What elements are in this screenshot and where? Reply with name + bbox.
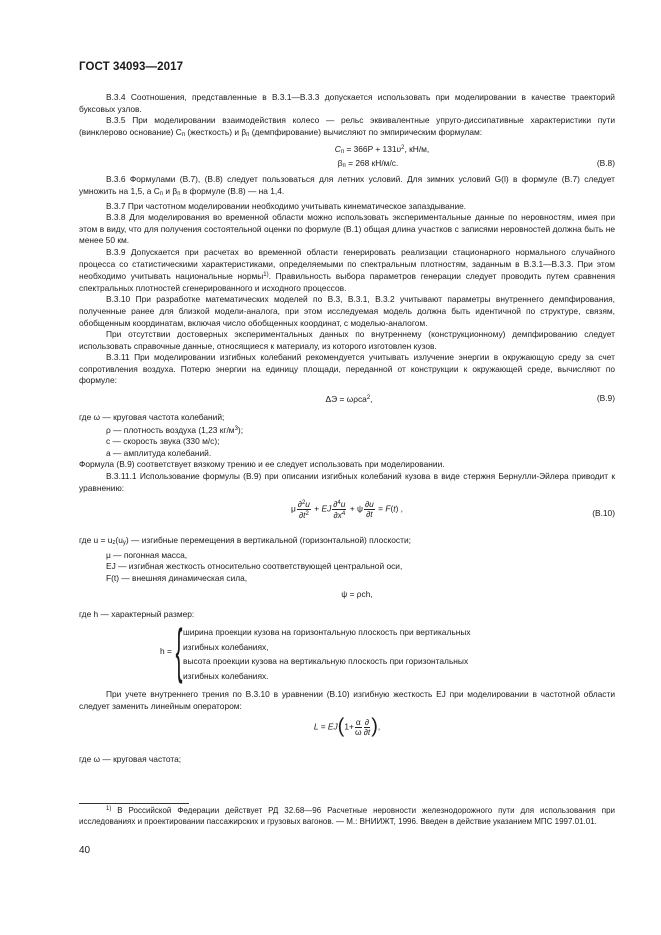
equation-cn: Cп = $366P + 131\upsilon^2$, кН/м, [334,144,430,156]
footnote: $^{1)}$ В Российской Федерации действует РД 32.68—96 Расчетные неровности железнодорожного пути для использования при исследованиях и проектировании пассажирских и грузовых вагонов. — М.: ВНИИЖТ, 1996. Введен в действие указанием МПС 1997.01.01. [79,806,615,827]
where-rho: ρ — плотность воздуха (1,23 $кг/м^3$); [106,424,244,435]
equation-operator-l: L = EJ(1+ $\frac{\alpha}{\omega}$ $\frac{\partial}{\partial t}$ ), [313,716,381,739]
equation-number-b8: (В.8) [596,158,615,169]
brace-symbol: { [175,617,183,685]
brace-line-3: высота проекции кузова на вертикальную плоскость при горизонтальных [183,656,469,667]
paragraph-b38: В.3.8 Для моделирования во временной области можно использовать экспериментальные данные по неровностям, имея при этом в виду, что для получения состоятельной оценки по формуле (В.1) общая длина участков с записями неровностей должна быть не менее 50 км. [79,212,615,246]
paragraph-b311: В.3.11 При моделировании изгибных колебаний рекомендуется учитывать излучение энергии в окружающую среду за счет сопротивления воздуха. Потерю энергии на единицу площади, переданной от конструкции к окружающей среде, вычисляют по формуле: [79,352,615,386]
body-text [79,92,615,766]
paragraph-b310-b: При отсутствии достоверных экспериментальных данных по внутреннему (конструкционному) демпфированию следует использовать справочные данные, относящиеся к материалу, из которого изготовлен кузов. [79,329,615,351]
page-number: 40 [79,845,91,856]
paragraph-b35: В.3.5 При моделировании взаимодействия колесо — рельс эквивалентные упруго-диссипативные характеристики пути (винклерово основание) Cп (жесткость) и βп (демпфирование) вычисляют по эмпирическим формулам: [79,115,615,138]
footnote-mark: 1) [263,272,269,279]
paragraph-b37: В.3.7 При частотном моделировании необходимо учитывать кинематическое запаздывание. [106,200,467,211]
paragraph-b36: В.3.6 Формулами (В.7), (В.8) следует пользоваться для летних условий. Для зимних условий G(l) в формуле (В.7) следует умножить на 1,5, а Cп и βп в формуле (В.8) — на 1,4. [79,174,615,197]
paragraph-b34: В.3.4 Соотношения, представленные в В.3.1—В.3.3 допускается использовать при моделировании в качестве траекторий буксовых узлов. [79,92,615,114]
equation-b9: ΔЭ = ωρcа$^2$, (В.9) [325,393,615,405]
where-ej: EJ — изгибная жесткость относительно соответствующей центральной оси, [106,561,403,572]
equation-number-b10: (В.10) [592,508,615,519]
brace-line-4: изгибных колебаниях. [183,670,269,681]
brace-line-1: ширина проекции кузова на горизонтальную плоскость при вертикальных [183,627,471,638]
equation-number-b9: (В.9) [596,393,615,404]
equation-b8: βп = 268 кН/м/с. (В.8) [337,158,615,170]
paragraph-b310: В.3.10 При разработке математических моделей по В.3, В.3.1, В.3.2 учитывают параметры внутреннего демпфирования, полученные ранее для близкой модели-аналога, при этом исследуемая модель должна быть идентичной по структуре, связям, обобщенным координатам, включая число обобщенных координат, с моделью-аналогом. [79,294,615,328]
document-header: ГОСТ 34093—2017 [79,61,184,73]
equation-psi: ψ = ρch, [341,588,373,599]
where-c: c — скорость звука (330 м/с); [106,436,220,447]
where-u: где u = uz(uy) — изгибные перемещения в вертикальной (горизонтальной) плоскости; [79,535,411,547]
brace-line-2: изгибных колебаниях, [183,641,269,652]
equation-h-brace: h = { ширина проекции кузова на горизонтальную плоскость при вертикальных изгибных колебаниях, высота проекции кузова на вертикальную плоскость при горизонтальных изгибных колебаниях. [160,617,471,685]
formula-b9-note: Формула (В.9) соответствует вязкому трению и ее следует использовать при моделировании. [79,459,445,470]
where-h: где h — характерный размер: [79,608,195,619]
where-omega-final: где ω — круговая частота; [79,754,182,765]
paragraph-internal-friction: При учете внутреннего трения по В.3.10 в уравнении (В.10) изгибную жесткость EJ при моделировании в частотной области следует заменить линейным оператором: [79,689,615,711]
equation-b10: μ $\frac{\partial^2u}{\partial t^2}$ + EJ $\frac{\partial^4u}{\partial x^4}$ + ψ $\frac{\partial u}{\partial t}$ = F(t) , (В.10) [290,499,615,521]
where-a: a — амплитуда колебаний. [106,447,212,458]
paragraph-b39: В.3.9 Допускается при расчетах во временной области генерировать реализации стационарного нормального случайного процесса со статистическими характеристиками, определяемыми по спектральным плотностям, заданным в В.3.1—В.3.3. При этом необходимо учитывать национальные нормы$^{1)}$. Правильность выбора параметров генерации следует проводить путем сравнения спектральных плотностей сгенерированного и исходного процессов. [79,246,615,293]
where-omega-b9: где ω — круговая частота колебаний; [79,412,225,423]
where-mu: μ — погонная масса, [106,549,188,560]
where-ft: F(t) — внешняя динамическая сила, [106,573,248,583]
paragraph-b3111: В.3.11.1 Использование формулы (В.9) при описании изгибных колебаний кузова в виде стержня Бернулли-Эйлера приводит к уравнению: [79,471,615,493]
